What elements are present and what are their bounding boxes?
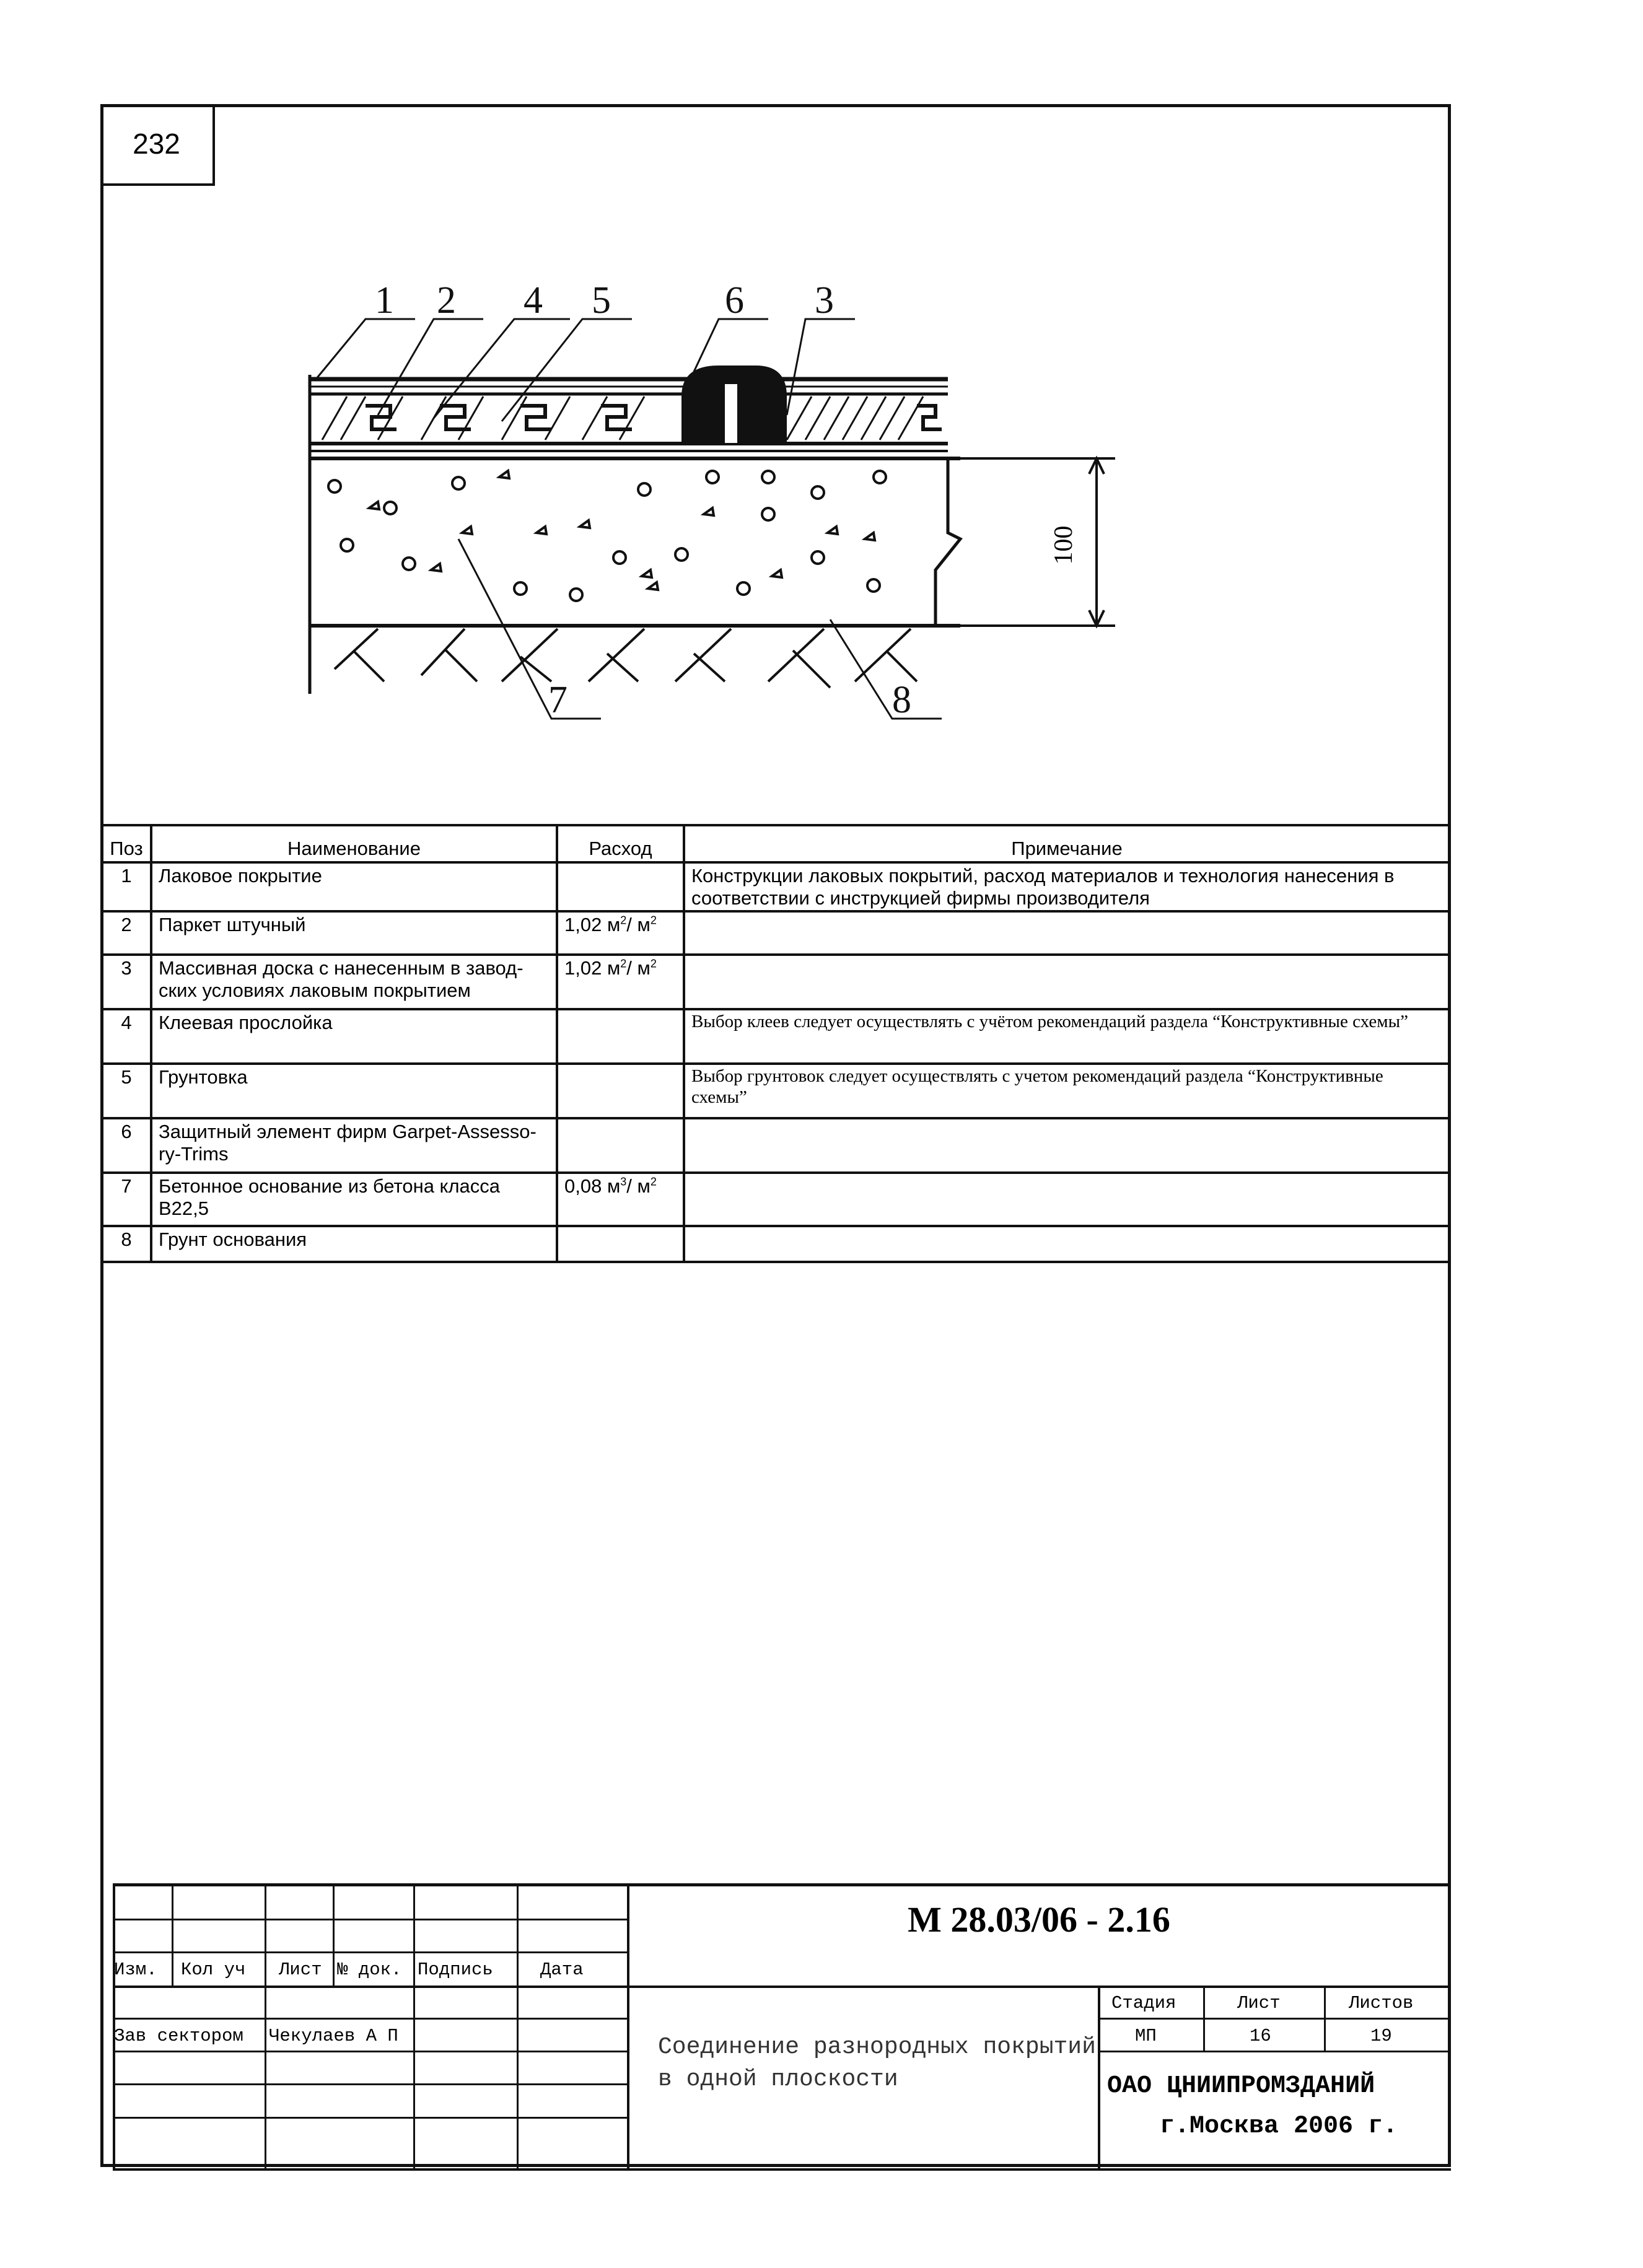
table-row: 5 Грунтовка Выбор грунтовок следует осуществлять с учетом рекомендаций раздела “Конструктивные схемы” xyxy=(102,1064,1450,1118)
sheet-label: Лист xyxy=(1237,1993,1281,2013)
city-year: г.Москва 2006 г. xyxy=(1160,2113,1398,2140)
callout-5: 5 xyxy=(592,279,611,322)
table-row: 7 Бетонное основание из бетона класса В22,5 0,08 $м^3/$ $м^2$ xyxy=(102,1173,1450,1226)
callout-6: 6 xyxy=(725,279,744,322)
callout-4: 4 xyxy=(524,279,543,322)
table-row: 2 Паркет штучный 1,02 $м^2/$ $м^2$ xyxy=(102,911,1450,955)
callout-2: 2 xyxy=(437,279,456,322)
organization: ОАО ЦНИИПРОМЗДАНИЙ xyxy=(1107,2072,1375,2100)
col-list: Лист xyxy=(279,1959,322,1980)
header-name: Наименование xyxy=(151,825,557,862)
document-code: М 28.03/06 - 2.16 xyxy=(908,1899,1170,1940)
callout-8: 8 xyxy=(892,679,911,721)
role-label: Зав сектором xyxy=(114,2026,243,2046)
table-row: 3 Массивная доска с нанесенным в завод-ских условиях лаковым покрытием 1,02 $м^2/$ $м^2$ xyxy=(102,955,1450,1009)
header-note: Примечание xyxy=(684,825,1450,862)
title-block xyxy=(113,1883,1451,2167)
callout-1: 1 xyxy=(375,279,394,322)
title-line-1: Соединение разнородных покрытий xyxy=(658,2034,1096,2060)
rate-cell: 1,02 $м^2/$ $м^2$ xyxy=(557,955,684,1009)
table-row: 4 Клеевая прослойка Выбор клеев следует осуществлять с учётом рекомендаций раздела “Конструктивные схемы” xyxy=(102,1009,1450,1064)
stage-label: Стадия xyxy=(1111,1993,1176,2013)
header-rate: Расход xyxy=(557,825,684,862)
callout-7: 7 xyxy=(548,679,567,721)
header-pos: Поз xyxy=(102,825,151,862)
callout-3: 3 xyxy=(815,279,834,322)
rate-cell: 1,02 $м^2/$ $м^2$ xyxy=(557,911,684,955)
col-sign: Подпись xyxy=(418,1959,493,1980)
table-row: 6 Защитный элемент фирм Garpet-Assesso-ry-Trims xyxy=(102,1118,1450,1173)
sheets-value: 19 xyxy=(1370,2026,1392,2046)
person-name: Чекулаев А П xyxy=(269,2026,398,2046)
stage-value: МП xyxy=(1135,2026,1157,2046)
floor-section-drawing xyxy=(297,273,1140,756)
table-header-row xyxy=(102,825,1450,862)
sheet-value: 16 xyxy=(1250,2026,1271,2046)
table-row: 8 Грунт основания xyxy=(102,1226,1450,1262)
rate-cell: 0,08 $м^3/$ $м^2$ xyxy=(557,1173,684,1226)
specification-table xyxy=(100,824,1451,1263)
sheets-label: Листов xyxy=(1349,1993,1414,2013)
dimension-100: 100 xyxy=(1049,525,1078,565)
page-number: 232 xyxy=(100,104,215,186)
col-izm: Изм. xyxy=(114,1959,157,1980)
title-line-2: в одной плоскости xyxy=(658,2066,898,2093)
col-doc: № док. xyxy=(337,1959,402,1980)
col-date: Дата xyxy=(540,1959,584,1980)
table-row: 1 Лаковое покрытие Конструкции лаковых покрытий, расход материалов и технология нанесения в соответствии с инструкцией фирмы производителя xyxy=(102,862,1450,911)
col-kol-uch: Кол уч xyxy=(181,1959,246,1980)
